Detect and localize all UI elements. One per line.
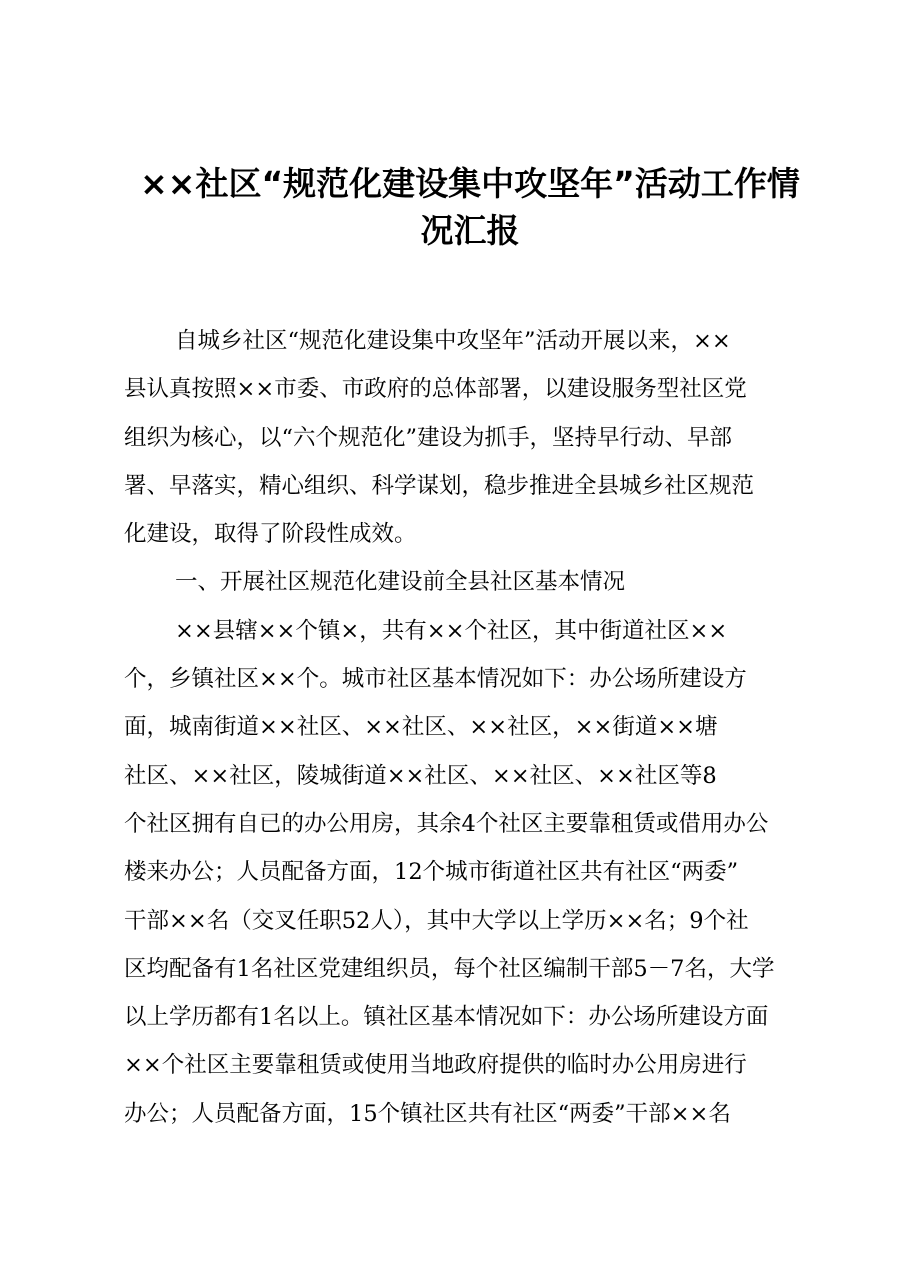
document-title-line-2: 况汇报 xyxy=(420,211,520,250)
paragraph-line: 组织为核心，以“六个规范化”建设为抓手，坚持早行动、早部 xyxy=(124,424,733,451)
paragraph-line: 署、早落实，精心组织、科学谋划，稳步推进全县城乡社区规范 xyxy=(124,472,755,499)
paragraph-line: 干部××名（交叉任职52人），其中大学以上学历××名；9个社 xyxy=(124,907,749,934)
section-heading xyxy=(124,558,824,606)
paragraph-line: 办公；人员配备方面，15个镇社区共有社区“两委”干部××名 xyxy=(124,1100,731,1127)
paragraph-line: 楼来办公；人员配备方面，12个城市街道社区共有社区“两委” xyxy=(124,859,739,886)
paragraph-line: ××县辖××个镇×，共有××个社区，其中街道社区×× xyxy=(175,617,728,644)
document-title-line-1: ××社区“规范化建设集中攻坚年”活动工作情 xyxy=(140,164,800,203)
paragraph-line: 面，城南街道××社区、××社区、××社区，××街道××塘 xyxy=(124,714,718,741)
paragraph-line: 个社区拥有自已的办公用房，其余4个社区主要靠租赁或借用办公 xyxy=(124,810,769,837)
paragraph-basic-situation xyxy=(124,607,824,1138)
paragraph-line: 化建设，取得了阶段性成效。 xyxy=(124,521,417,548)
paragraph-line: 个，乡镇社区××个。城市社区基本情况如下：办公场所建设方 xyxy=(124,666,747,693)
section-heading-text: 一、开展社区规范化建设前全县社区基本情况 xyxy=(175,569,626,596)
paragraph-line: 自城乡社区“规范化建设集中攻坚年”活动开展以来，×× xyxy=(175,328,731,354)
paragraph-line: 以上学历都有1名以上。镇社区基本情况如下：办公场所建设方面 xyxy=(124,1004,769,1031)
paragraph-line: 县认真按照××市委、市政府的总体部署，以建设服务型社区党 xyxy=(124,376,747,403)
paragraph-line: 社区、××社区，陵城街道××社区、××社区、××社区等8 xyxy=(124,762,717,789)
paragraph-line: 区均配备有1名社区党建组织员，每个社区编制干部5－7名，大学 xyxy=(124,955,775,982)
paragraph-intro xyxy=(124,317,824,558)
document-body xyxy=(124,317,824,1138)
paragraph-line: ××个社区主要靠租赁或使用当地政府提供的临时办公用房进行 xyxy=(124,1052,747,1079)
